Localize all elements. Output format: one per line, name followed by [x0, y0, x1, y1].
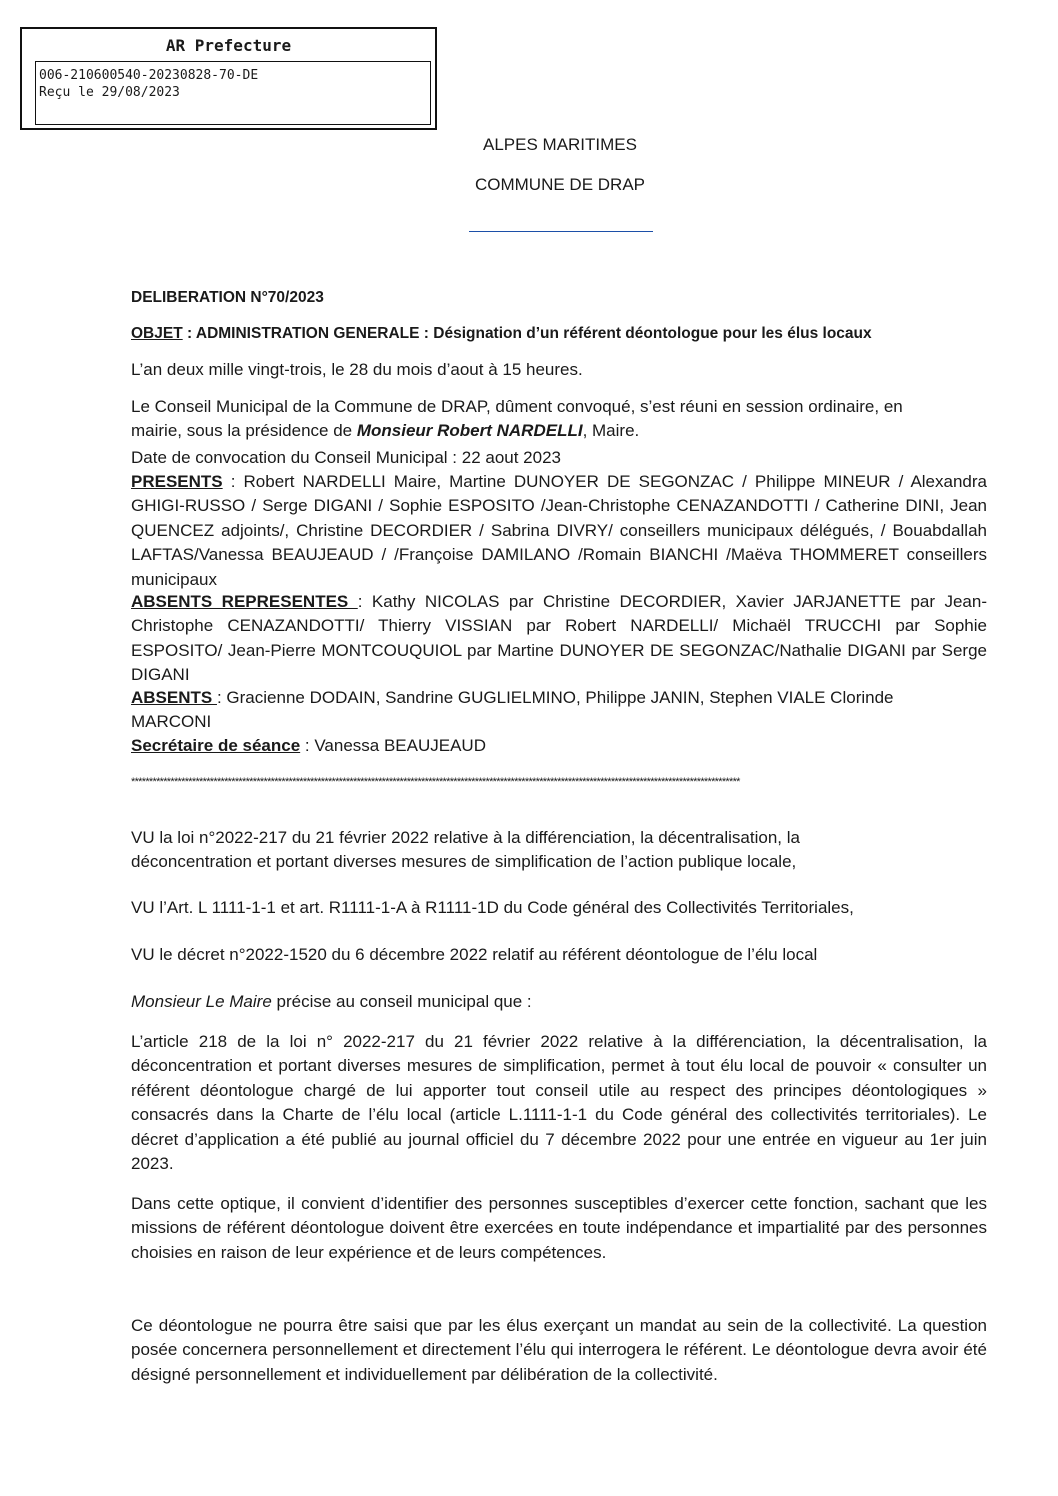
- presents-text: : Robert NARDELLI Maire, Martine DUNOYER DE SEGONZAC / Philippe MINEUR / Alexandra GHIGI-RUSSO / Serge DIGANI / Sophie ESPOSITO /Jean-Christophe CENAZANDOTTI / Catherine DINI, Jean QUENCEZ adjoints/, Christine DECORDIER / Sabrina DIVRY/ conseillers municipaux délégués, / Bouabdallah LAFTAS/Vanessa BEAUJEAUD / /Françoise DAMILANO /Romain BIANCHI /Maëva THOMMERET conseillers municipaux: [131, 472, 987, 589]
- paragraph-saisine: Ce déontologue ne pourra être saisi que par les élus exerçant un mandat au sein de la collectivité. La question posée concernera personnellement et directement l’élu qui interrogera le référent. Le déontologue devra avoir été désigné personnellement et individuellement par délibération de la collectivité.: [131, 1316, 987, 1384]
- stamp-details: [35, 61, 431, 125]
- absents-represented-text: : Kathy NICOLAS par Christine DECORDIER, Xavier JARJANETTE par Jean-Christophe CENAZANDOTTI/ Thierry VISSIAN par Robert NARDELLI/ Michaël TRUCCHI par Sophie ESPOSITO/ Jean-Pierre MONTCOUQUIOL par Martine DUNOYER DE SEGONZAC/Nathalie DIGANI par Serge DIGANI: [131, 592, 987, 685]
- absents-text: : Gracienne DODAIN, Sandrine GUGLIELMINO, Philippe JANIN, Stephen VIALE Clorinde MARCONI: [131, 688, 894, 732]
- header-divider: [469, 231, 653, 232]
- president-name: Monsieur Robert NARDELLI: [356, 421, 583, 441]
- maire-title: Monsieur Le Maire: [131, 992, 272, 1011]
- object-label: OBJET: [131, 325, 183, 342]
- vu-article: VU l’Art. L 1111-1-1 et art. R1111-1-A à R1111-1D du Code général des Collectivités Territoriales,: [131, 898, 854, 917]
- deliberation-object: [131, 322, 1001, 346]
- absents-label: ABSENTS: [131, 688, 217, 707]
- prefecture-stamp: [20, 27, 437, 130]
- presents-list: [131, 470, 987, 592]
- secretary-label: Secrétaire de séance: [131, 736, 301, 755]
- commune-name: COMMUNE DE DRAP: [474, 175, 645, 194]
- stamp-title: AR Prefecture: [165, 36, 292, 55]
- maire-statement-text: précise au conseil municipal que :: [271, 992, 532, 1011]
- separator-stars: **************************************************************************************************************************************************************************: [131, 776, 740, 788]
- absents-represented-label: ABSENTS REPRESENTES: [131, 592, 358, 611]
- presents-label: PRESENTS: [131, 472, 223, 491]
- paragraph-optique: Dans cette optique, il convient d’identifier des personnes susceptibles d’exercer cette fonction, sachant que les missions de référent déontologue doivent être exercées en toute indépendance et impartialité par des personnes choisies en raison de leur expérience et de leurs compétences.: [131, 1194, 987, 1262]
- absents-represented-list: [131, 590, 987, 688]
- secretary-name: : Vanessa BEAUJEAUD: [300, 736, 486, 755]
- vu-loi: VU la loi n°2022-217 du 21 février 2022 relative à la différenciation, la décentralisation, la déconcentration et portant diverses mesures de simplification de l’action publique locale,: [131, 828, 800, 872]
- council-statement: [131, 395, 921, 444]
- absents-list: [131, 686, 941, 735]
- paragraph-article-218: L’article 218 de la loi n° 2022-217 du 21 février 2022 relative à la différenciation, la décentralisation, la déconcentration et portant diverses mesures de simplification, permet à tout élu local de pouvoir « consulter un référent déontologue chargé de lui apporter tout conseil utile au respect des principes déontologiques » consacrés dans la Charte de l’élu local (article L.1111-1-1 du Code général des collectivités territoriales). Le décret d’application a été publié au journal officiel du 7 décembre 2022 pour une entrée en vigueur au 1er juin 2023.: [131, 1032, 987, 1174]
- stamp-reference: 006-210600540-20230828-70-DE: [39, 68, 259, 83]
- session-date: L’an deux mille vingt-trois, le 28 du mois d’aout à 15 heures.: [131, 360, 583, 379]
- secretary-line: [131, 734, 987, 758]
- deliberation-number: DELIBERATION N°70/2023: [131, 289, 324, 306]
- vu-decret: VU le décret n°2022-1520 du 6 décembre 2022 relatif au référent déontologue de l’élu local: [131, 945, 818, 964]
- council-text-before: Le Conseil Municipal de la Commune de DRAP, dûment convoqué, s’est réuni en session ordinaire, en mairie, sous la présidence de: [131, 397, 903, 441]
- convocation-date: Date de convocation du Conseil Municipal : 22 aout 2023: [131, 448, 562, 467]
- council-text-after: , Maire.: [582, 421, 640, 441]
- maire-statement: [131, 990, 987, 1014]
- stamp-received-date: Reçu le 29/08/2023: [39, 85, 180, 100]
- department-name: ALPES MARITIMES: [483, 135, 637, 154]
- object-text: : ADMINISTRATION GENERALE : Désignation d’un référent déontologue pour les élus locaux: [182, 325, 872, 342]
